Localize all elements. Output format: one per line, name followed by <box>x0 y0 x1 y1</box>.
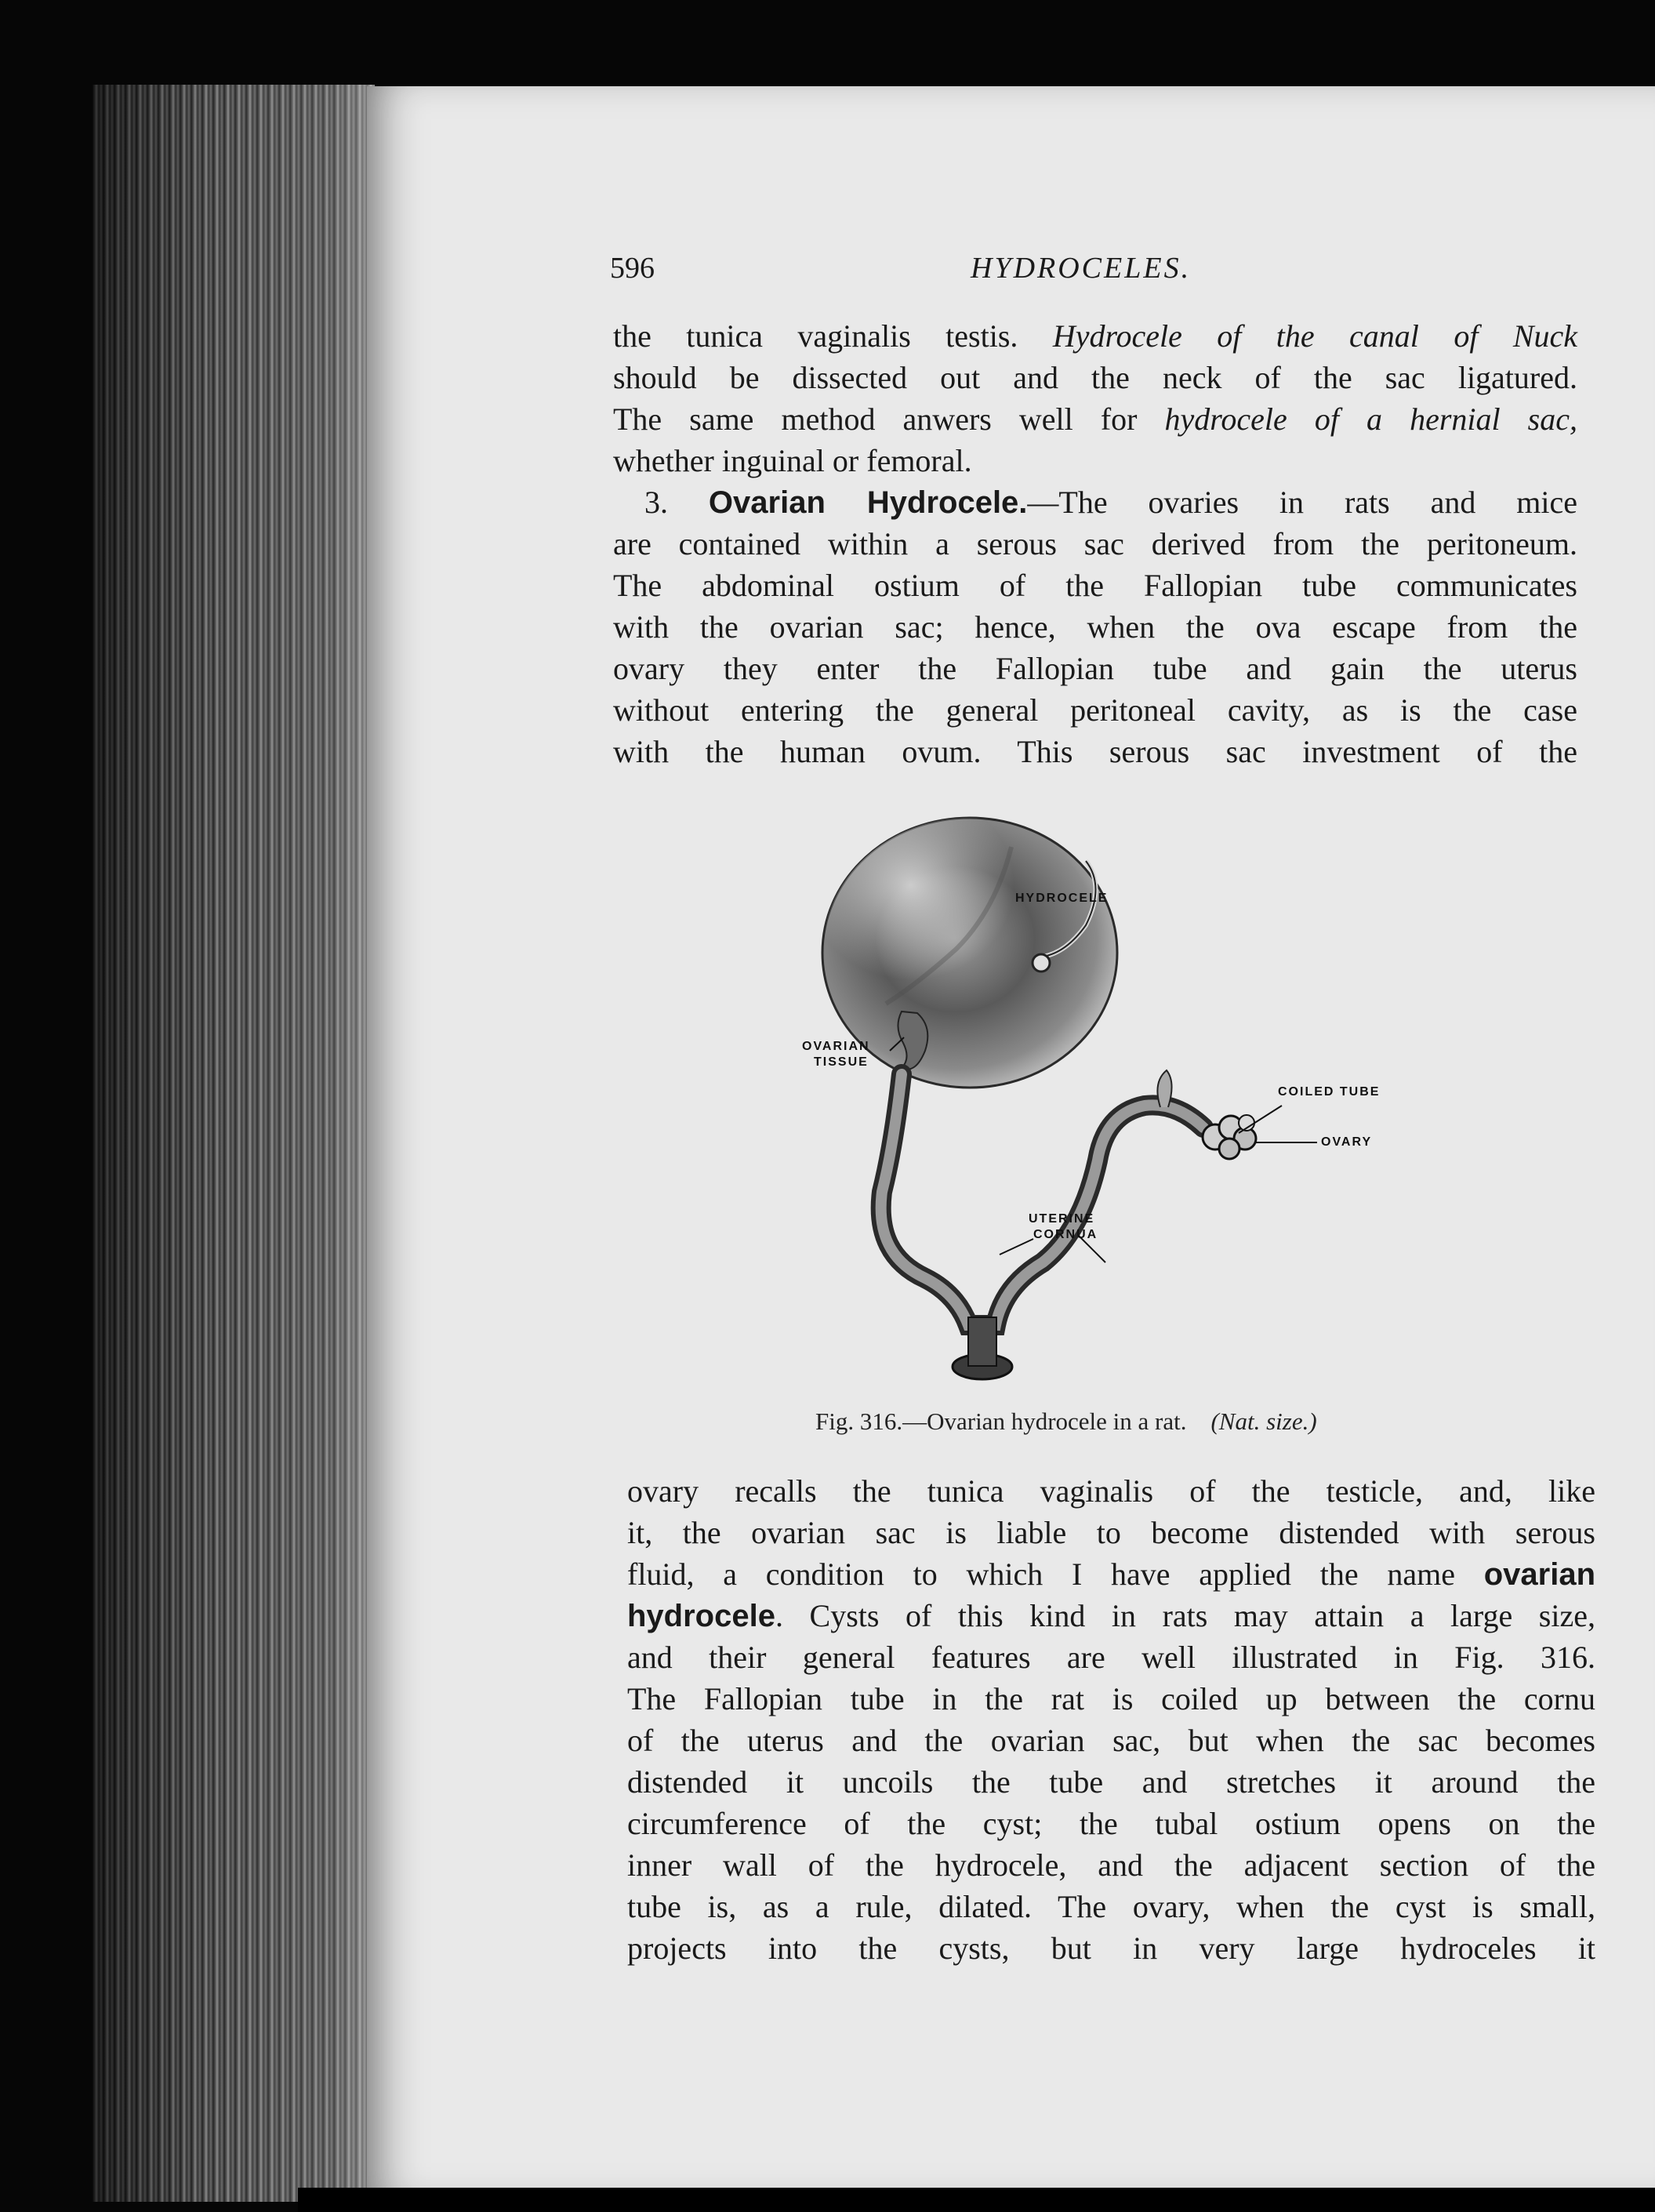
text-run: fluid, a condition to which I have applied the name <box>627 1556 1455 1592</box>
text-line <box>613 398 1577 440</box>
bold-term: hydrocele <box>627 1599 775 1633</box>
label-uterine: UTERINE <box>1029 1212 1095 1226</box>
text-line: with the human ovum. This serous sac investment of the <box>613 734 1577 769</box>
text-line: distended it uncoils the tube and stretches it around the <box>627 1764 1595 1800</box>
page-number: 596 <box>610 252 655 285</box>
figure-ovarian-hydrocele <box>776 815 1419 1396</box>
text-line: are contained within a serous sac derived from the peritoneum. <box>613 526 1577 561</box>
running-title: HYDROCELES. <box>971 252 1192 285</box>
section-heading: Ovarian Hydrocele. <box>708 485 1028 520</box>
label-cornua: CORNUA <box>1033 1228 1098 1241</box>
section-heading-line <box>613 481 1577 523</box>
text-line <box>627 1553 1595 1595</box>
caption-size: (Nat. size.) <box>1210 1407 1317 1435</box>
text-run: . Cysts of this kind in rats may attain a large size, <box>775 1598 1595 1633</box>
label-ovarian: OVARIAN <box>802 1040 870 1053</box>
text-line: inner wall of the hydrocele, and the adjacent section of the <box>627 1847 1595 1883</box>
text-line: tube is, as a rule, dilated. The ovary, when the cyst is small, <box>627 1889 1595 1924</box>
text-line: ovary recalls the tunica vaginalis of the testicle, and, like <box>627 1473 1595 1509</box>
text-run: —The ovaries in rats and mice <box>1027 485 1577 520</box>
text-run: the tunica vaginalis testis. <box>613 318 1018 354</box>
italic-run: hydrocele of a hernial sac, <box>1164 401 1577 437</box>
text-line: with the ovarian sac; hence, when the ova escape from the <box>613 609 1577 645</box>
label-ovary: OVARY <box>1321 1135 1373 1149</box>
figure-caption <box>815 1407 1411 1447</box>
text-line: whether inguinal or femoral. <box>613 443 972 478</box>
text-line <box>613 315 1577 357</box>
text-line: projects into the cysts, but in very large hydroceles it <box>627 1931 1595 1966</box>
running-head <box>610 251 1566 298</box>
text-line: circumference of the cyst; the tubal ostium opens on the <box>627 1806 1595 1841</box>
text-line: it, the ovarian sac is liable to become distended with serous <box>627 1515 1595 1550</box>
text-line: and their general features are well illustrated in Fig. 316. <box>627 1640 1595 1675</box>
bold-term: ovarian <box>1483 1557 1596 1592</box>
top-text-block <box>613 315 1577 772</box>
label-hydrocele: HYDROCELE <box>1015 892 1109 905</box>
page-bottom-shadow <box>298 2188 1655 2212</box>
text-line <box>627 1595 1595 1636</box>
text-run: The same method anwers well for <box>613 401 1138 437</box>
label-tissue: TISSUE <box>814 1055 869 1069</box>
text-line: of the uterus and the ovarian sac, but when the sac becomes <box>627 1723 1595 1758</box>
text-line: ovary they enter the Fallopian tube and gain the uterus <box>613 651 1577 686</box>
text-line: without entering the general peritoneal cavity, as is the case <box>613 692 1577 728</box>
caption-text: Fig. 316.—Ovarian hydrocele in a rat. <box>815 1407 1187 1435</box>
bottom-text-block <box>627 1470 1595 1969</box>
book-page-edges <box>93 85 375 2202</box>
label-coiled-tube: COILED TUBE <box>1278 1085 1381 1099</box>
text-line: should be dissected out and the neck of the sac ligatured. <box>613 360 1577 395</box>
italic-run: Hydrocele of the canal of Nuck <box>1052 318 1578 354</box>
text-line: The abdominal ostium of the Fallopian tube communicates <box>613 568 1577 603</box>
section-number: 3. <box>644 485 668 520</box>
text-line: The Fallopian tube in the rat is coiled up between the cornu <box>627 1681 1595 1716</box>
